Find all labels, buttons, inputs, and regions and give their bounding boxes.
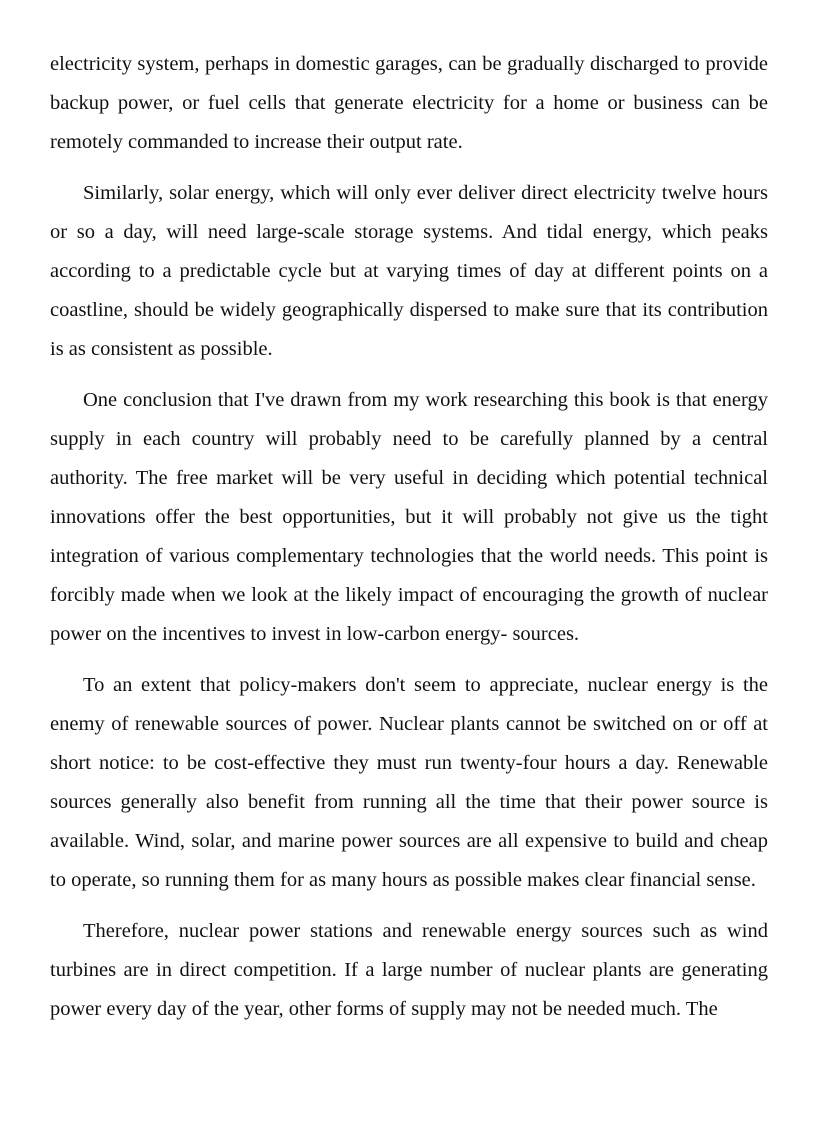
paragraph-central-planning: One conclusion that I've drawn from my work researching this book is that energy supply in each country will probably need to be carefully planned by a central authority. The free market will be very useful in deciding which potential technical innovations offer the best opportunities, but it will probably not give us the tight integration of various complementary technologies that the world needs. This point is forcibly made when we look at the likely impact of encouraging the growth of nuclear power on the incentives to invest in low-carbon energy- sources. [50, 389, 768, 645]
paragraph-solar-tidal: Similarly, solar energy, which will only ever deliver direct electricity twelve hours or so a day, will need large-scale storage systems. And tidal energy, which peaks according to a predictable cycle but at varying times of day at different points on a coastline, should be widely geographically dispersed to make sure that its contribution is as consistent as possible. [50, 182, 768, 360]
paragraph-nuclear-vs-renewable: To an extent that policy-makers don't seem to appreciate, nuclear energy is the enemy of renewable sources of power. Nuclear plants cannot be switched on or off at short notice: to be cost-effective they must run twenty-four hours a day. Renewable sources generally also benefit from running all the time that their power source is available. Wind, solar, and marine power sources are all expensive to build and cheap to operate, so running them for as many hours as possible makes clear financial sense. [50, 674, 768, 891]
document-page [50, 45, 768, 1041]
paragraph-direct-competition: Therefore, nuclear power stations and renewable energy sources such as wind turbines are in direct competition. If a large number of nuclear plants are generating power every day of the year, other forms of supply may not be needed much. The [50, 920, 768, 1020]
paragraph-continuation: electricity system, perhaps in domestic garages, can be gradually discharged to provide backup power, or fuel cells that generate electricity for a home or business can be remotely commanded to increase their output rate. [50, 53, 768, 153]
